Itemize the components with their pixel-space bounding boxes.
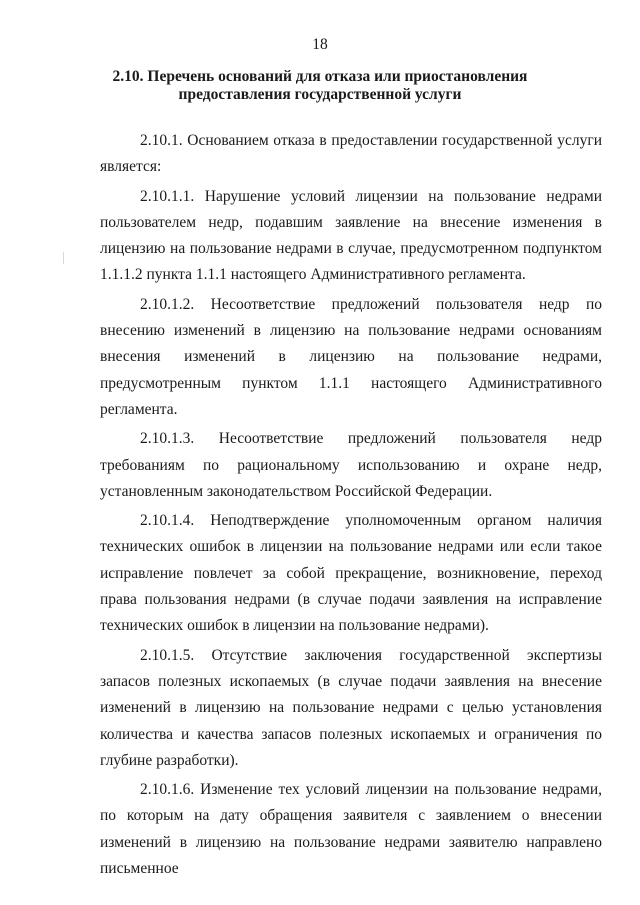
margin-mark [63,252,64,264]
paragraph-2-10-1-6: 2.10.1.6. Изменение тех условий лицензии на пользование недрами, по которым на дату обращения заявителя с заявлением о внесении изменений в лицензию на пользование недрами заявителю направлено письменное [100,781,602,878]
section-heading [100,68,540,104]
section-heading-line-2: предоставления государственной услуги [178,86,462,103]
document-body [100,128,602,882]
paragraph-2-10-1: 2.10.1. Основанием отказа в предоставлении государственной услуги является: [100,132,602,176]
paragraph-2-10-1-5: 2.10.1.5. Отсутствие заключения государственной экспертизы запасов полезных ископаемых (в случае подачи заявления на внесение изменений в лицензию на пользование недрами с целью установления количества и качества запасов полезных ископаемых и ограничения по глубине разработки). [100,646,602,769]
paragraph-2-10-1-3: 2.10.1.3. Несоответствие предложений пользователя недр требованиям по рациональному использованию и охране недр, установленным законодательством Российской Федерации. [100,430,602,500]
paragraph-2-10-1-1: 2.10.1.1. Нарушение условий лицензии на пользование недрами пользователем недр, подавшим заявление на внесение изменения в лицензию на пользование недрами в случае, предусмотренном подпунктом 1.1.1.2 пункта 1.1.1 настоящего Административного регламента. [100,187,602,284]
paragraph-2-10-1-4: 2.10.1.4. Неподтверждение уполномоченным органом наличия технических ошибок в лицензии на пользование недрами или если такое исправление повлечет за собой прекращение, возникновение, переход права пользования недрами (в случае подачи заявления на исправление технических ошибок в лицензии на пользование недрами). [100,512,602,635]
section-heading-line-1: 2.10. Перечень оснований для отказа или приостановления [112,68,528,85]
paragraph-2-10-1-2: 2.10.1.2. Несоответствие предложений пользователя недр по внесению изменений в лицензию на пользование недрами основаниям внесения изменений в лицензию на пользование недрами, предусмотренным пунктом 1.1.1 настоящего Административного регламента. [100,295,602,418]
page-number: 18 [312,36,328,53]
